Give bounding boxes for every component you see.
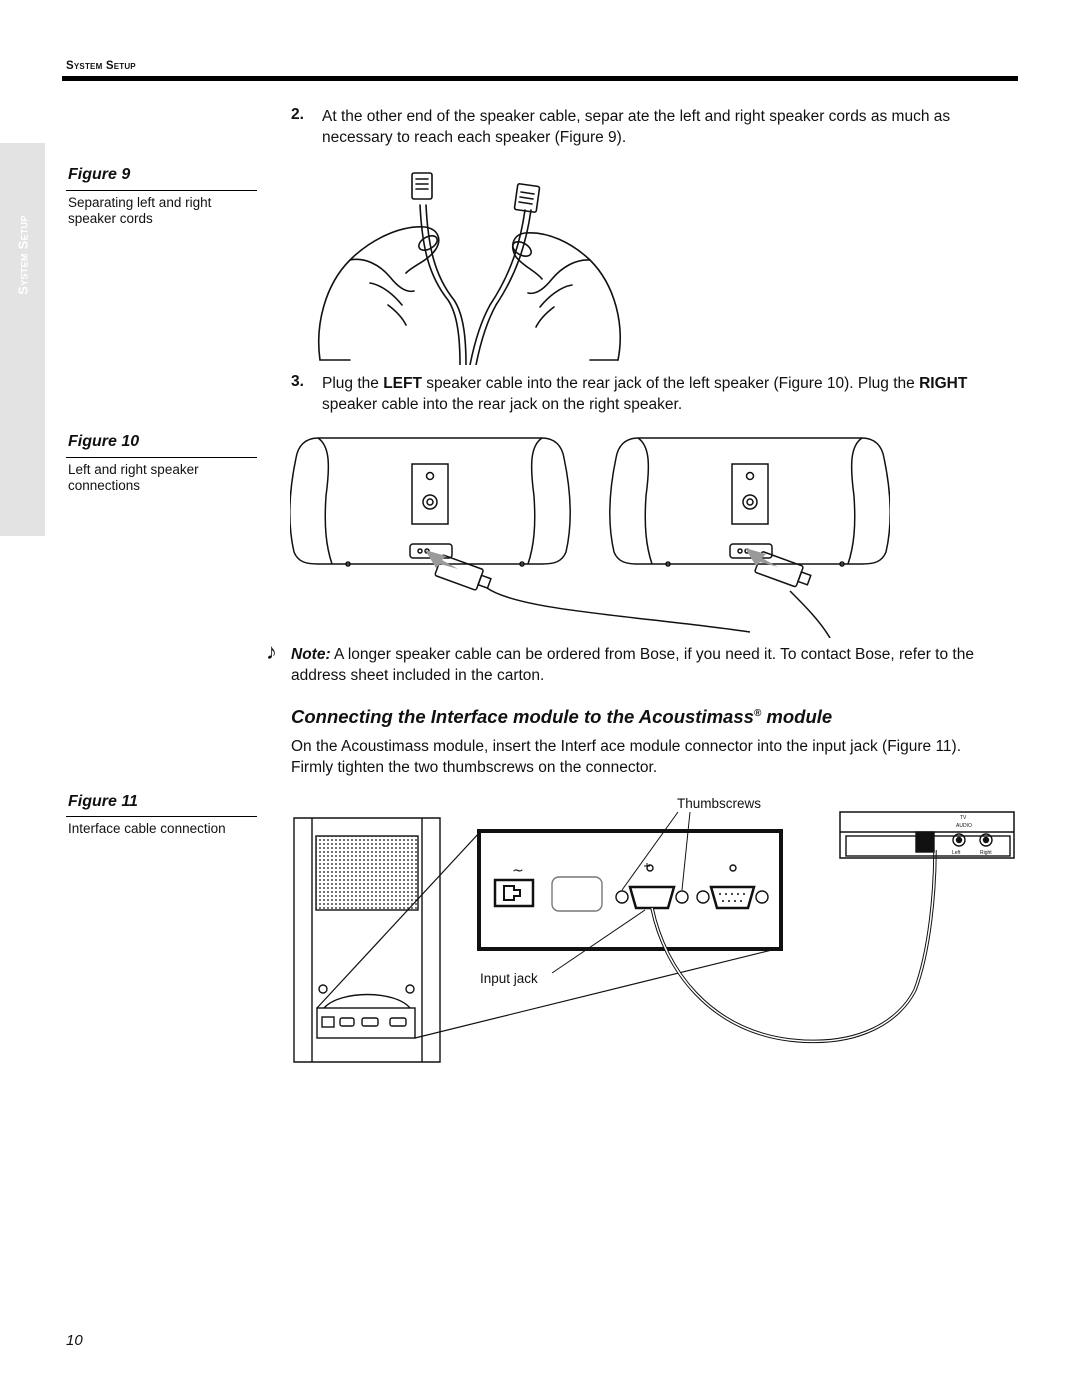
step-2-text: At the other end of the speaker cable, separ ate the left and right speaker cords as much as necessary to reach each speaker (Figure 9). (322, 108, 951, 146)
step-3-text-part1: Plug the (322, 375, 384, 392)
section-heading (291, 706, 832, 728)
left-speaker (290, 438, 570, 566)
step-3-text-part2: speaker cable into the rear jack of the left speaker (Figure 10). Plug the (421, 375, 920, 392)
figure-11-rule (66, 816, 257, 817)
left-jack-label: Left (952, 850, 961, 856)
figure-11-label: Figure 11 (68, 793, 138, 810)
step-3-text-part3: speaker cable into the rear jack on the right speaker. (322, 396, 683, 413)
header-rule (62, 76, 1018, 81)
figure-9-label: Figure 9 (68, 166, 131, 183)
tv-label: TV (960, 815, 967, 821)
right-keyword: RIGHT (919, 375, 968, 392)
right-speaker (610, 438, 890, 566)
side-tab-label: System Setup (15, 215, 30, 295)
note-label: Note: (291, 646, 331, 663)
right-jack-label: Right (980, 850, 992, 856)
step-2-number: 2. (291, 106, 304, 123)
audio-label: AUDIO (956, 823, 972, 829)
figure-10-illustration (290, 436, 890, 638)
figure-10-caption: Left and right speaker connections (68, 462, 199, 493)
acoustimass-module (294, 818, 440, 1062)
registered-mark: ® (753, 707, 762, 719)
figure-11-caption: Interface cable connection (68, 821, 226, 836)
section-heading-part1: Connecting the Interface module to the Acoustimass (291, 706, 754, 727)
figure-11-illustration (290, 790, 1030, 1075)
side-tab (0, 143, 45, 536)
step-3-number: 3. (291, 373, 304, 390)
figure-10-label: Figure 10 (68, 433, 140, 450)
running-header: System Setup (66, 60, 136, 72)
left-keyword: LEFT (383, 375, 422, 392)
note-body: A longer speaker cable can be ordered from Bose, if you need it. To contact Bose, refer to the address sheet included in the carton. (291, 646, 974, 684)
figure-9-rule (66, 190, 257, 191)
section-heading-part2: module (761, 706, 833, 727)
note-icon: ♪ (266, 639, 277, 664)
page-number: 10 (66, 1332, 83, 1349)
section-body: On the Acoustimass module, insert the Interf ace module connector into the input jack (Figure 11). Firmly tighten the two thumbscrews on the connector. (291, 738, 962, 776)
thumbscrews-callout: Thumbscrews (677, 796, 762, 811)
input-jack-callout: Input jack (480, 971, 538, 986)
figure-10-rule (66, 457, 257, 458)
svg-text:~: ~ (512, 863, 524, 879)
figure-9-illustration (310, 165, 630, 365)
note-text (291, 644, 1031, 686)
step-3-text (322, 373, 1022, 415)
figure-9-caption: Separating left and right speaker cords (68, 195, 212, 226)
